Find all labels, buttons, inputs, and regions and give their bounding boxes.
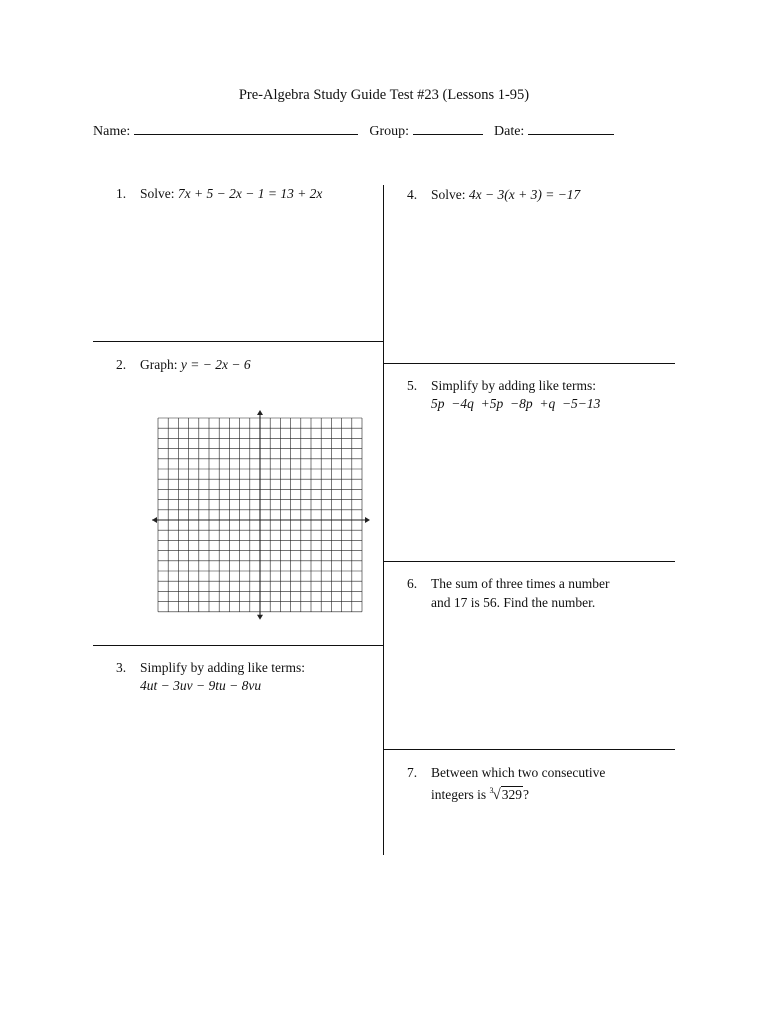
name-label: Name: [93,124,131,139]
column-divider [383,185,384,855]
date-field[interactable] [528,121,614,135]
expression: 4ut − 3uv − 9tu − 8vu [140,678,262,693]
page-title: Pre-Algebra Study Guide Test #23 (Lessons 1-95) [238,87,530,103]
problem-number: 2. [116,357,127,372]
date-label: Date: [494,124,525,139]
row-divider-1-2 [93,341,383,342]
equation: y = − 2x − 6 [180,357,251,372]
problem-number: 1. [116,186,127,201]
problem-text: integers is [431,787,487,802]
x-axis-left-arrow-icon [152,517,157,523]
coordinate-grid[interactable] [152,410,374,620]
row-divider-5-6 [384,561,675,562]
problem-7 [407,765,605,781]
name-field[interactable] [134,121,358,135]
problem-number: 5. [407,378,418,393]
problem-3 [116,660,305,676]
problem-text: Solve: [140,186,175,201]
problem-number: 6. [407,576,418,591]
problem-text: Simplify by adding like terms: [431,378,596,393]
x-axis-right-arrow-icon [365,517,370,523]
problem-text-continued [431,787,529,804]
equation: 4x − 3(x + 3) = −17 [468,187,581,202]
problem-2 [116,357,251,373]
problem-text: Simplify by adding like terms: [140,660,305,675]
problem-text-continued: and 17 is 56. Find the number. [431,595,596,610]
problem-text: Graph: [140,357,178,372]
row-divider-4-5 [384,363,675,364]
problem-text: Solve: [431,187,466,202]
problem-1 [116,186,322,202]
problem-4 [407,187,580,203]
radical-sign-icon: √ [492,787,501,803]
cube-root [490,787,523,804]
root-index: 3 [489,786,494,795]
equation: 7x + 5 − 2x − 1 = 13 + 2x [177,186,323,201]
problem-number: 7. [407,765,418,780]
problem-number: 3. [116,660,127,675]
row-divider-2-3 [93,645,383,646]
radicand: 329 [501,787,522,802]
problem-text: Between which two consecutive [431,765,606,780]
problem-text: The sum of three times a number [431,576,610,591]
problem-5 [407,378,596,394]
problem-number: 4. [407,187,418,202]
y-axis-down-arrow-icon [257,615,263,620]
question-mark: ? [522,787,529,802]
student-info-line [93,121,614,140]
problem-6 [407,576,609,592]
row-divider-6-7 [384,749,675,750]
group-field[interactable] [413,121,483,135]
expression: 5p −4q +5p −8p +q −5−13 [431,396,601,411]
y-axis-up-arrow-icon [257,410,263,415]
group-label: Group: [369,124,409,139]
